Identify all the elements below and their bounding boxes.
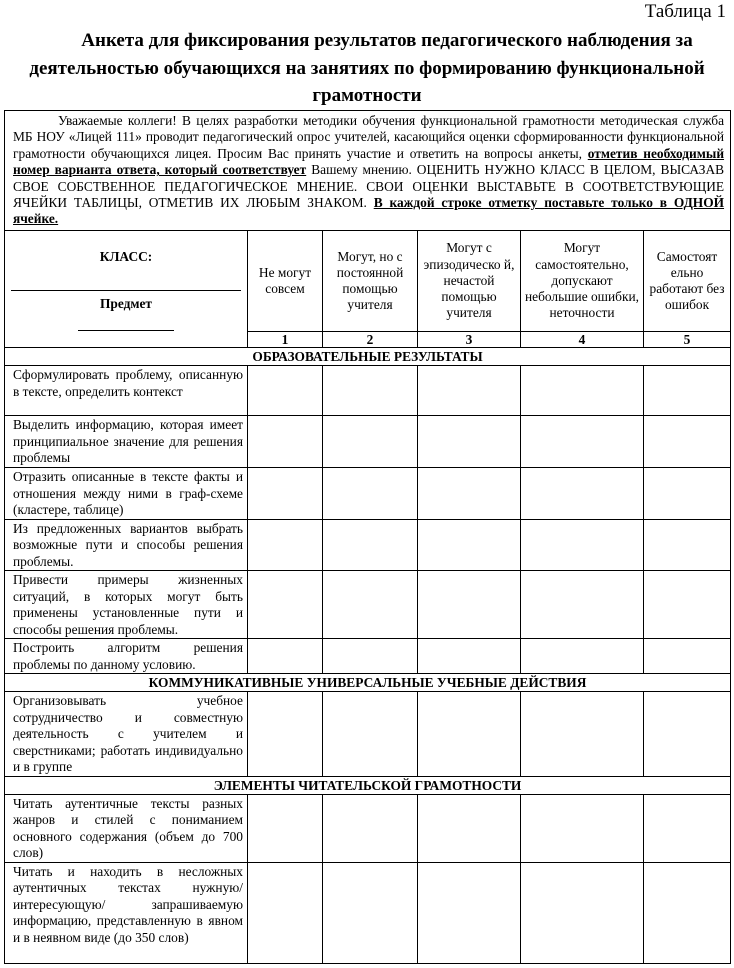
answer-cell-5[interactable]	[644, 692, 731, 777]
answer-cell-1[interactable]	[248, 862, 323, 963]
option-header-4: Могут самостоятельно, допускают небольшие ошибки, неточности	[521, 231, 644, 332]
criterion-cell: Организовывать учебное сотрудничество и совместную деятельность с учителем и сверстниками; работать индивидуально и в группе	[5, 692, 248, 777]
option-header-2: Могут, но с постоянной помощью учителя	[323, 231, 418, 332]
option-number-2: 2	[323, 332, 418, 348]
document-title	[0, 27, 734, 110]
answer-cell-2[interactable]	[323, 366, 418, 416]
answer-cell-1[interactable]	[248, 416, 323, 468]
answer-cell-2[interactable]	[323, 862, 418, 963]
option-header-3: Могут с эпизодическо й, нечастой помощью учителя	[418, 231, 521, 332]
table-row	[5, 468, 731, 520]
table-row	[5, 416, 731, 468]
section-title: ЭЛЕМЕНТЫ ЧИТАТЕЛЬСКОЙ ГРАМОТНОСТИ	[5, 776, 731, 794]
criterion-cell: Отразить описанные в тексте факты и отношения между ними в граф-схеме (кластере, таблице)	[5, 468, 248, 520]
answer-cell-5[interactable]	[644, 468, 731, 520]
answer-cell-2[interactable]	[323, 692, 418, 777]
answer-cell-5[interactable]	[644, 571, 731, 639]
class-fill-line[interactable]	[11, 290, 241, 291]
section-title: ОБРАЗОВАТЕЛЬНЫЕ РЕЗУЛЬТАТЫ	[5, 348, 731, 366]
answer-cell-4[interactable]	[521, 862, 644, 963]
answer-cell-3[interactable]	[418, 794, 521, 862]
option-number-5: 5	[644, 332, 731, 348]
answer-cell-3[interactable]	[418, 468, 521, 520]
answer-cell-4[interactable]	[521, 571, 644, 639]
title-line-1: Анкета для фиксирования результатов педагогического наблюдения за	[81, 30, 693, 51]
answer-cell-4[interactable]	[521, 366, 644, 416]
answer-cell-5[interactable]	[644, 519, 731, 571]
answer-cell-3[interactable]	[418, 862, 521, 963]
section-row	[5, 348, 731, 366]
criterion-cell: Привести примеры жизненных ситуаций, в которых могут быть применены установленные пути и способы решения проблемы.	[5, 571, 248, 639]
answer-cell-5[interactable]	[644, 639, 731, 674]
answer-cell-1[interactable]	[248, 639, 323, 674]
answer-cell-1[interactable]	[248, 366, 323, 416]
answer-cell-4[interactable]	[521, 416, 644, 468]
section-title: КОММУНИКАТИВНЫЕ УНИВЕРСАЛЬНЫЕ УЧЕБНЫЕ ДЕЙСТВИЯ	[5, 674, 731, 692]
title-line-3: грамотности	[312, 85, 422, 106]
answer-cell-3[interactable]	[418, 416, 521, 468]
criterion-cell: Читать и находить в несложных аутентичных текстах нужную/интересующую/ запрашиваемую информацию, представленную в явном и в неявном виде (до 350 слов)	[5, 862, 248, 963]
answer-cell-1[interactable]	[248, 519, 323, 571]
answer-cell-2[interactable]	[323, 519, 418, 571]
answer-cell-1[interactable]	[248, 571, 323, 639]
table-row	[5, 639, 731, 674]
table-row	[5, 519, 731, 571]
option-number-4: 4	[521, 332, 644, 348]
criterion-cell: Построить алгоритм решения проблемы по данному условию.	[5, 639, 248, 674]
answer-cell-2[interactable]	[323, 794, 418, 862]
answer-cell-4[interactable]	[521, 794, 644, 862]
answer-cell-5[interactable]	[644, 416, 731, 468]
answer-cell-2[interactable]	[323, 468, 418, 520]
table-row	[5, 692, 731, 777]
title-line-2: деятельностью обучающихся на занятиях по формированию функциональной	[29, 57, 705, 79]
answer-cell-4[interactable]	[521, 692, 644, 777]
answer-cell-3[interactable]	[418, 639, 521, 674]
option-header-1: Не могут совсем	[248, 231, 323, 332]
answer-cell-4[interactable]	[521, 639, 644, 674]
answer-cell-4[interactable]	[521, 468, 644, 520]
table-row	[5, 862, 731, 963]
criterion-cell: Из предложенных вариантов выбрать возможные пути и способы решения проблемы.	[5, 519, 248, 571]
answer-cell-2[interactable]	[323, 639, 418, 674]
class-label: КЛАСС:	[99, 249, 153, 265]
answer-cell-3[interactable]	[418, 692, 521, 777]
answer-cell-1[interactable]	[248, 468, 323, 520]
class-subject-cell	[5, 231, 248, 348]
answer-cell-1[interactable]	[248, 794, 323, 862]
answer-cell-3[interactable]	[418, 571, 521, 639]
subject-fill-line[interactable]	[78, 330, 174, 331]
option-number-1: 1	[248, 332, 323, 348]
section-row	[5, 776, 731, 794]
criterion-cell: Сформулировать проблему, описанную в тексте, определить контекст	[5, 366, 248, 416]
answer-cell-2[interactable]	[323, 571, 418, 639]
answer-cell-5[interactable]	[644, 794, 731, 862]
table-number: Таблица 1	[644, 1, 726, 22]
survey-table	[4, 110, 731, 964]
answer-cell-2[interactable]	[323, 416, 418, 468]
intro-text: Уважаемые коллеги! В целях разработки методики обучения функциональной грамотности методическая служба МБ НОУ «Лицей 111» проводит педагогический опрос учителей, касающийся оценки сформированности функциональной грамотности обучающихся лицея. Просим Вас принять участие и ответить на вопросы анкеты, отметив необходимый номер варианта ответа, который соответствует Вашему мнению. ОЦЕНИТЬ НУЖНО КЛАСС В ЦЕЛОМ, ВЫСАЗАВ СВОЕ СОБСТВЕННОЕ ПЕДАГОГИЧЕСКОЕ МНЕНИЕ. СВОИ ОЦЕНКИ ВЫСТАВЬТЕ В СООТВЕТСТВУЮЩИЕ ЯЧЕЙКИ ТАБЛИЦЫ, ОТМЕТИВ ИХ ЛЮБЫМ ЗНАКОМ. В каждой строке отметку поставьте только в ОДНОЙ ячейке.	[5, 111, 731, 231]
table-row	[5, 794, 731, 862]
criterion-cell: Читать аутентичные тексты разных жанров и стилей с пониманием основного содержания (объем до 700 слов)	[5, 794, 248, 862]
option-header-5: Самостоят ельно работают без ошибок	[644, 231, 731, 332]
answer-cell-1[interactable]	[248, 692, 323, 777]
answer-cell-4[interactable]	[521, 519, 644, 571]
answer-cell-3[interactable]	[418, 519, 521, 571]
answer-cell-5[interactable]	[644, 862, 731, 963]
table-row	[5, 571, 731, 639]
criterion-cell: Выделить информацию, которая имеет принципиальное значение для решения проблемы	[5, 416, 248, 468]
section-row	[5, 674, 731, 692]
option-number-3: 3	[418, 332, 521, 348]
answer-cell-5[interactable]	[644, 366, 731, 416]
answer-cell-3[interactable]	[418, 366, 521, 416]
subject-label: Предмет	[99, 295, 153, 311]
table-row	[5, 366, 731, 416]
